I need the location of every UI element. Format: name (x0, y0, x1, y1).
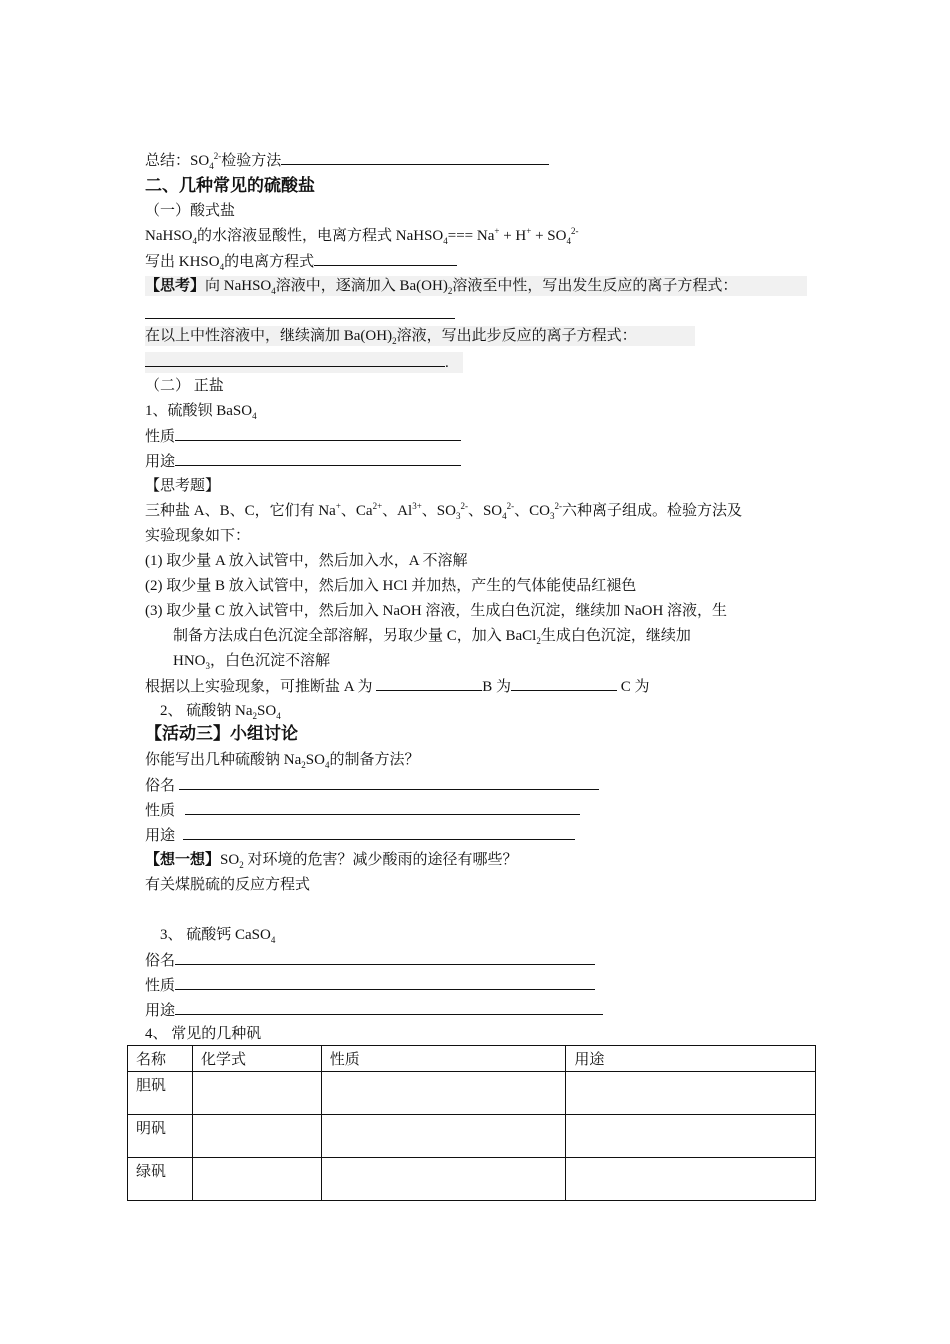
answer-blank[interactable] (175, 451, 461, 466)
answer-blank[interactable] (175, 950, 595, 965)
answer-blank[interactable] (175, 1000, 603, 1015)
step-3-line-1: (3) 取少量 C 放入试管中，然后加入 NaOH 溶液，生成白色沉淀，继续加 NaOH 溶液，生 (145, 603, 728, 619)
answer-line: . (145, 352, 463, 373)
formula-cell[interactable] (192, 1072, 321, 1115)
answer-blank[interactable] (145, 352, 445, 367)
table-row (128, 1115, 816, 1158)
caso4-property: 性质 (145, 975, 595, 996)
caso4-common-name: 俗名 (145, 950, 595, 971)
formula-cell[interactable] (192, 1115, 321, 1158)
formula-cell[interactable] (192, 1158, 321, 1201)
deduce-line: 根据以上实验现象，可推断盐 A 为 B 为 C 为 (145, 676, 650, 697)
section-title: 二、几种常见的硫酸盐 (145, 176, 315, 195)
khso4-prompt: 写出 $KHSO_4$的电离方程式 (145, 251, 457, 272)
question-intro: 三种盐 A、B、C，它们有 Na+、$Ca^{2+}$、$Al^{3+}$、$SO_3^{2-}$、$SO_4^{2-}$、$CO_3^{2-}$六种离子组成。检验方法及 (145, 501, 742, 521)
answer-blank-a[interactable] (376, 676, 482, 691)
answer-blank[interactable] (179, 775, 599, 790)
continue-question: 在以上中性溶液中，继续滴加 $Ba(OH)_2$溶液，写出此步反应的离子方程式： (145, 326, 695, 346)
answer-blank[interactable] (183, 825, 575, 840)
header-property: 性质 (321, 1046, 566, 1072)
na2so4-title: 2、 硫酸钠 $Na_2SO_4$ (160, 703, 281, 721)
step-1: (1) 取少量 A 放入试管中，然后加入水，A 不溶解 (145, 553, 468, 569)
answer-blank[interactable] (175, 975, 595, 990)
use-cell[interactable] (566, 1158, 816, 1201)
row-name: 绿矾 (128, 1158, 193, 1201)
subheading-normal-salt: （二） 正盐 (145, 378, 224, 394)
baso4-property: 性质 (145, 426, 461, 447)
answer-blank[interactable] (281, 150, 549, 165)
use-cell[interactable] (566, 1072, 816, 1115)
alums-title: 4、 常见的几种矾 (145, 1026, 262, 1042)
coal-desulfurization: 有关煤脱硫的反应方程式 (145, 877, 311, 893)
think-title: 【思考题】 (145, 478, 221, 494)
use-cell[interactable] (566, 1115, 816, 1158)
answer-blank[interactable] (185, 800, 580, 815)
answer-blank[interactable] (175, 426, 461, 441)
alums-table (127, 1045, 816, 1201)
header-name: 名称 (128, 1046, 193, 1072)
activity-question: 你能写出几种硫酸钠 $Na_2SO_4$的制备方法？ (145, 752, 420, 770)
na2so4-common-name: 俗名 (145, 775, 599, 796)
header-use: 用途 (566, 1046, 816, 1072)
row-name: 胆矾 (128, 1072, 193, 1115)
nahso4-statement: NaHSO$_4$的水溶液显酸性，电离方程式 NaHSO$_4$=== $Na^+ + H^+ + SO_4^{2-}$ (145, 226, 579, 246)
answer-blank[interactable] (145, 318, 455, 319)
na2so4-property: 性质 (145, 800, 580, 821)
table-header-row (128, 1046, 816, 1072)
property-cell[interactable] (321, 1158, 566, 1201)
think-so2: 【想一想】$SO_2$ 对环境的危害？减少酸雨的途径有哪些？ (145, 852, 518, 870)
step-3-line-2: 制备方法成白色沉淀全部溶解，另取少量 C，加入 BaCl$_2$生成白色沉淀，继续加 (173, 628, 691, 646)
table-row (128, 1072, 816, 1115)
na2so4-use: 用途 (145, 825, 575, 846)
caso4-use: 用途 (145, 1000, 603, 1021)
activity-title: 【活动三】小组讨论 (145, 724, 298, 743)
answer-blank-b[interactable] (511, 676, 617, 691)
caso4-title: 3、 硫酸钙 CaSO$_4$ (160, 927, 276, 945)
think-question: 【思考】向 NaHSO$_4$溶液中，逐滴加入 $Ba(OH)_2$溶液至中性，写出发生反应的离子方程式： (145, 276, 807, 296)
baso4-use: 用途 (145, 451, 461, 472)
step-2: (2) 取少量 B 放入试管中，然后加入 HCl 并加热，产生的气体能使品红褪色 (145, 578, 637, 594)
step-3-line-3: $HNO_3$，白色沉淀不溶解 (173, 653, 331, 671)
property-cell[interactable] (321, 1072, 566, 1115)
answer-blank[interactable] (314, 251, 457, 266)
baso4-title: 1、硫酸钡 BaSO$_4$ (145, 403, 257, 421)
question-intro-2: 实验现象如下： (145, 528, 251, 544)
property-cell[interactable] (321, 1115, 566, 1158)
header-formula: 化学式 (192, 1046, 321, 1072)
table-row (128, 1158, 816, 1201)
subheading-acid-salt: （一）酸式盐 (145, 203, 236, 219)
summary-line: 总结：$SO_4^{2-}$检验方法 (145, 150, 549, 171)
row-name: 明矾 (128, 1115, 193, 1158)
